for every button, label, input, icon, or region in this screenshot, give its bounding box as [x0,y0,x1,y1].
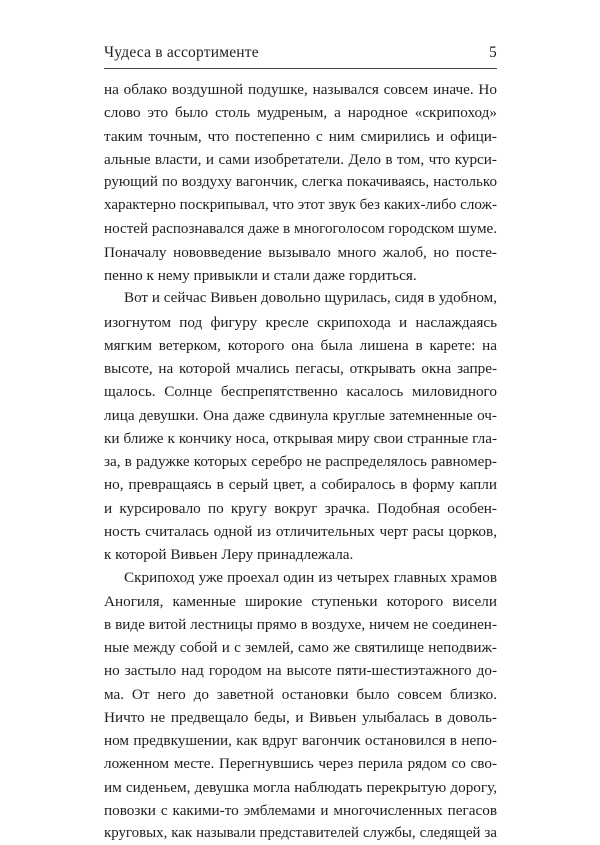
text-line: альные власти, и сами изобретатели. Дело в том, что курси- [104,150,497,168]
text-line: Поначалу нововведение вызывало много жалоб, но посте- [104,243,497,261]
text-line: Вот и сейчас Вивьен довольно щурилась, сидя в удобном, [124,290,497,307]
text-line: щалось. Солнце беспрепятственно касалось миловидного [104,383,497,401]
running-head [104,44,497,68]
text-line: к которой Вивьен Леру принадлежала. [104,546,354,563]
text-line: Аногиля, каменные широкие ступеньки которого висели [104,592,497,610]
text-line: ные между собой и с землей, само же святилище неподвиж- [104,639,497,656]
text-line: лица девушки. Она даже сдвинула круглые затемненные оч- [104,406,497,424]
text-line: характерно поскрипывал, что этот звук без каких-либо слож- [104,197,497,214]
text-line: на облако воздушной подушке, назывался совсем иначе. Но [104,81,497,98]
text-line: за, в радужке которых серебро не распределялось равномер- [104,453,497,470]
text-line: таким точным, что постепенно с ним смирились и офици- [104,127,497,145]
text-line: слово это было столь мудреным, а народное «скрипоход» [104,104,497,122]
header-rule [104,68,497,69]
paragraph [104,566,497,845]
text-line: Ничто не предвещало беды, и Вивьен улыбалась в доволь- [104,708,497,726]
text-line: и курсировало по кругу вокруг зрачка. Подобная особен- [104,499,497,517]
text-line: мягким ветерком, которого она была лишена в карете: на [104,336,497,354]
body-text [104,78,497,845]
text-line: рующий по воздуху вагончик, слегка покачиваясь, настолько [104,174,497,190]
text-line: повозки с какими-то эмблемами и многочисленных пегасов [104,801,497,819]
text-line: но застыло над городом на высоте пяти-шестиэтажного до- [104,662,497,680]
text-line: Скрипоход уже проехал один из четырех главных храмов [124,569,497,587]
text-line: круговых, как называли представителей службы, следящей за [104,825,497,841]
paragraph [104,287,497,566]
text-line: ложенном месте. Перегнувшись через перила рядом со сво- [104,755,497,773]
text-line: ма. От него до заветной остановки было совсем близко. [104,685,497,703]
text-line: пенно к нему привыкли и стали даже гордиться. [104,267,417,284]
text-line: высоте, на которой мчались пегасы, открывать окна запре- [104,360,497,377]
text-line: в виде витой лестницы прямо в воздухе, ничем не соединен- [104,615,497,633]
text-line: изогнутом под фигуру кресле скрипохода и наслаждаясь [104,313,497,331]
text-line: ном предвкушении, как вдруг вагончик остановился в непо- [104,732,497,749]
running-title: Чудеса в ассортименте [104,44,259,61]
text-line: им сиденьем, девушка могла наблюдать перекрытую дорогу, [104,778,497,796]
page-number: 5 [489,44,497,61]
text-line: но, превращаясь в серый цвет, а собиралось в форму капли [104,476,497,494]
text-line: ки ближе к кончику носа, открывая миру свои странные гла- [104,429,497,447]
paragraph [104,78,497,287]
text-line: ностей распознавался даже в многоголосом городском шуме. [104,220,497,237]
text-line: ность считалась одной из отличительных черт расы цорков, [104,522,497,540]
